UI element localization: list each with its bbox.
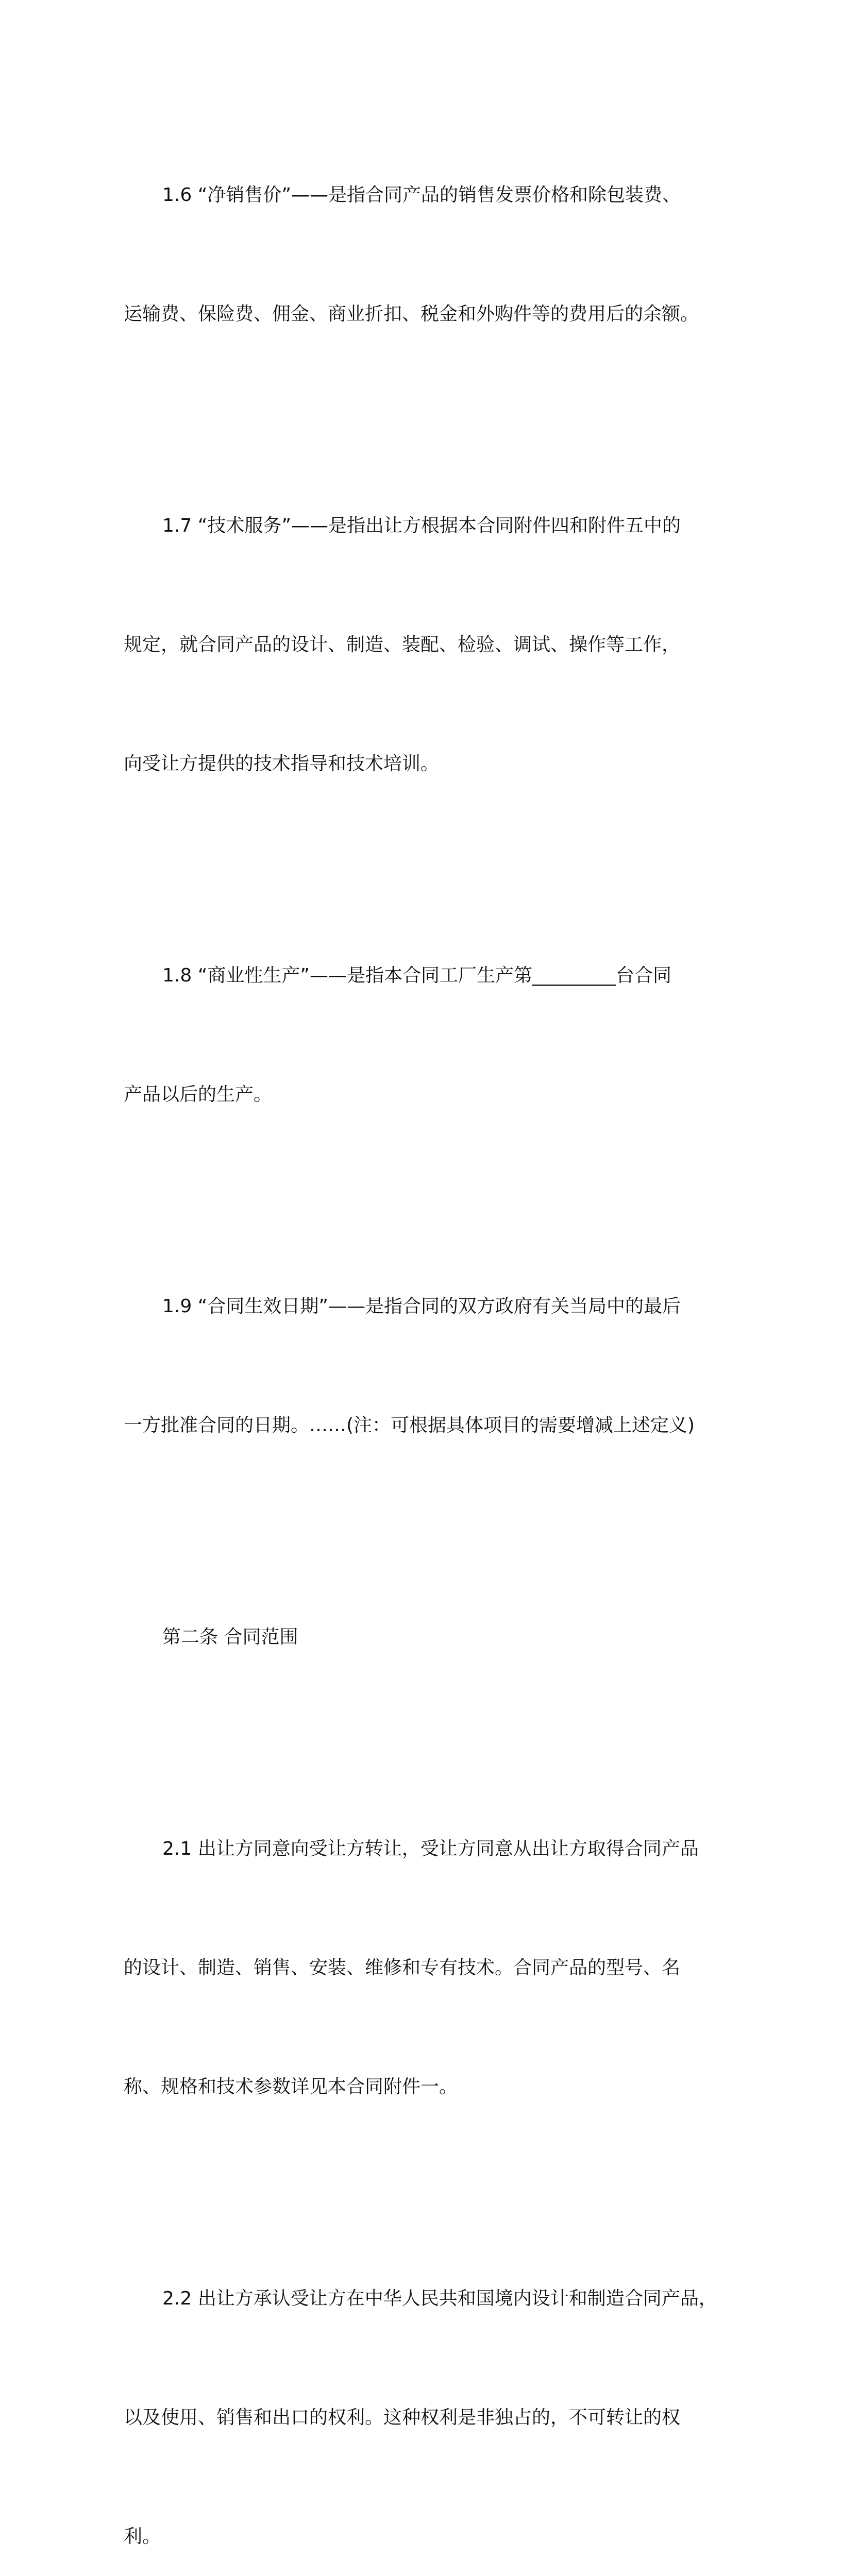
clause-1-7 — [124, 427, 721, 863]
text-line: 1.8 “商业性生产”——是指本合同工厂生产第_________台合同 — [162, 965, 671, 986]
clause-2-2 — [124, 2199, 721, 2576]
clause-1-9 — [124, 1207, 721, 1524]
clause-1-6 — [124, 96, 721, 413]
text-line: 以及使用、销售和出口的权利。这种权利是非独占的，不可转让的权 — [124, 2407, 681, 2428]
article-2-heading — [124, 1538, 721, 1736]
clause-2-1 — [124, 1750, 721, 2186]
text-line: 1.9 “合同生效日期”——是指合同的双方政府有关当局中的最后 — [162, 1296, 681, 1317]
text-line: 规定，就合同产品的设计、制造、装配、检验、调试、操作等工作， — [124, 634, 681, 655]
text-line: 称、规格和技术参数详见本合同附件一。 — [124, 2076, 458, 2097]
document-body — [124, 96, 721, 2576]
clause-1-8 — [124, 876, 721, 1194]
text-line: 运输费、保险费、佣金、商业折扣、税金和外购件等的费用后的余额。 — [124, 303, 699, 325]
text-line: 1.6 “净销售价”——是指合同产品的销售发票价格和除包装费、 — [162, 184, 681, 206]
text-line: 一方批准合同的日期。……(注：可根据具体项目的需要增减上述定义) — [124, 1415, 695, 1436]
text-line: 1.7 “技术服务”——是指出让方根据本合同附件四和附件五中的 — [162, 515, 681, 536]
text-line: 产品以后的生产。 — [124, 1084, 273, 1105]
section-heading: 第二条 合同范围 — [162, 1626, 298, 1648]
text-line: 向受让方提供的技术指导和技术培训。 — [124, 753, 440, 774]
text-line: 2.2 出让方承认受让方在中华人民共和国境内设计和制造合同产品， — [162, 2288, 717, 2309]
text-line: 利。 — [124, 2526, 161, 2547]
text-line: 2.1 出让方同意向受让方转让，受让方同意从出让方取得合同产品 — [162, 1838, 699, 1859]
text-line: 的设计、制造、销售、安装、维修和专有技术。合同产品的型号、名 — [124, 1957, 681, 1978]
